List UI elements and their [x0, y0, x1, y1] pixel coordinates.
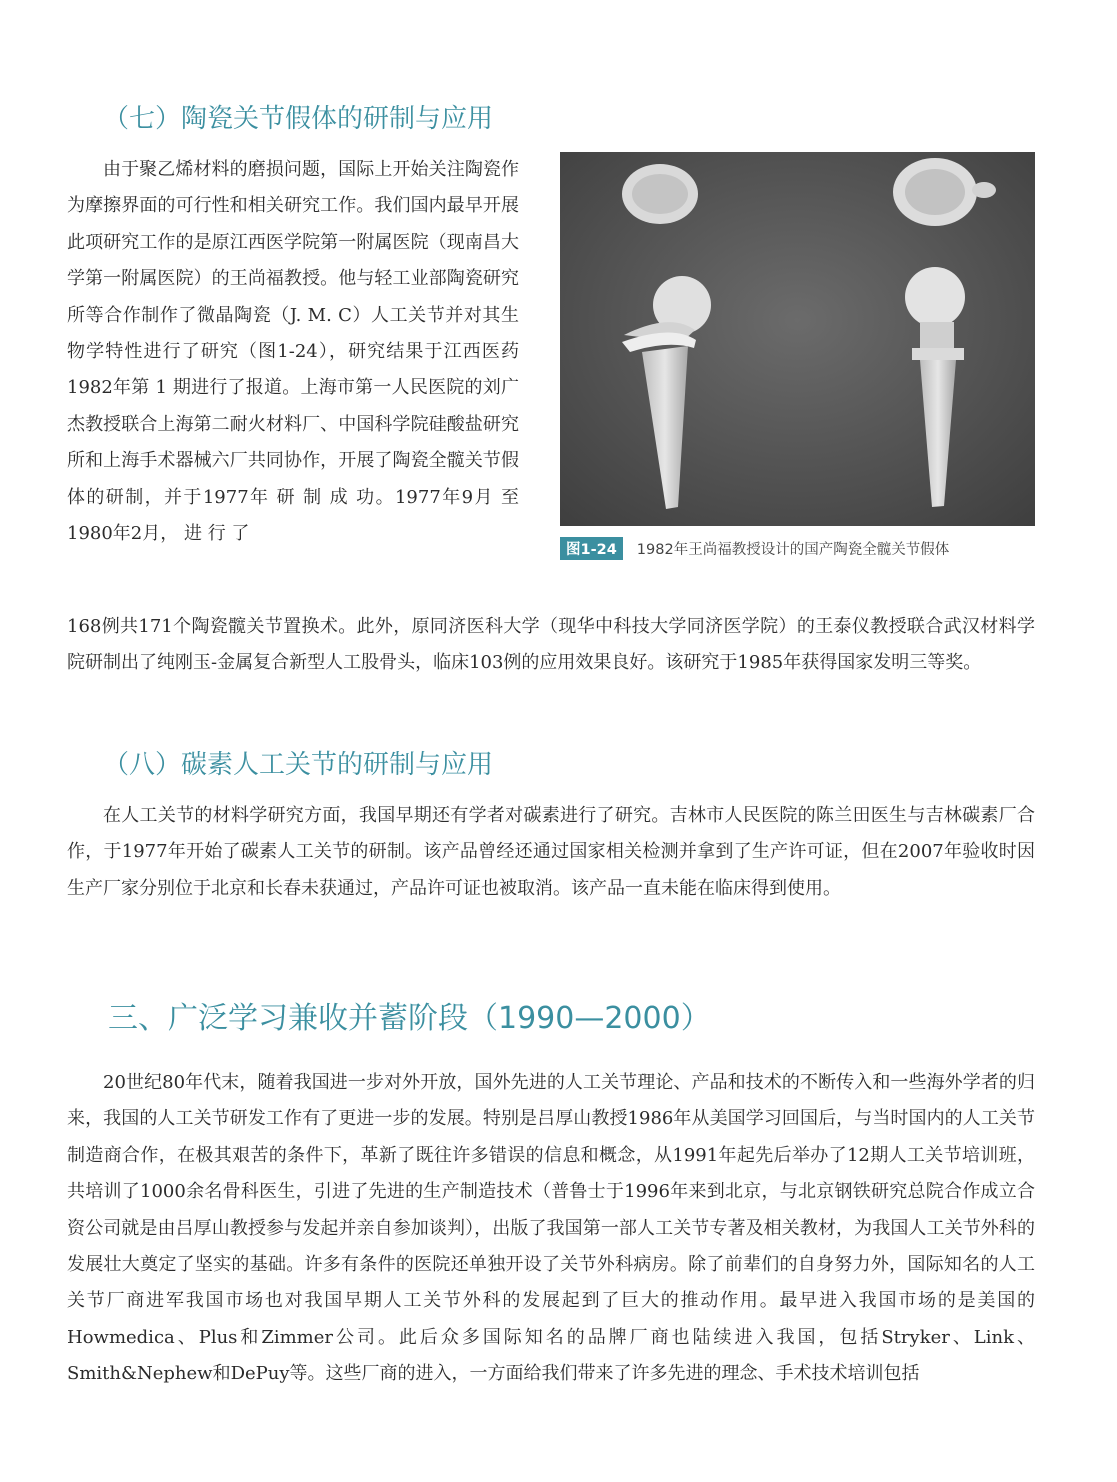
figure-label: 图1-24	[560, 537, 623, 560]
ceramic-hip-prosthesis-photo	[560, 152, 1035, 526]
section-3-paragraph: 20世纪80年代末，随着我国进一步对外开放，国外先进的人工关节理论、产品和技术的不断传入和一些海外学者的归来，我国的人工关节研发工作有了更进一步的发展。特别是吕厚山教授1986年从美国学习回国后，与当时国内的人工关节制造商合作，在极其艰苦的条件下，革新了既往许多错误的信息和概念，从1991年起先后举办了12期人工关节培训班，共培训了1000余名骨科医生，引进了先进的生产制造技术（普鲁士于1996年来到北京，与北京钢铁研究总院合作成立合资公司就是由吕厚山教授参与发起并亲自参加谈判），出版了我国第一部人工关节专著及相关教材，为我国人工关节外科的发展壮大奠定了坚实的基础。许多有条件的医院还单独开设了关节外科病房。除了前辈们的自身努力外，国际知名的人工关节厂商进军我国市场也对我国早期人工关节外科的发展起到了巨大的推动作用。最早进入我国市场的是美国的Howmedica、Plus和Zimmer公司。此后众多国际知名的品牌厂商也陆续进入我国，包括Stryker、Link、Smith&Nephew和DePuy等。这些厂商的进入，一方面给我们带来了许多先进的理念、手术技术培训包括	[67, 1072, 1035, 1385]
section-8-paragraph: 在人工关节的材料学研究方面，我国早期还有学者对碳素进行了研究。吉林市人民医院的陈兰田医生与吉林碳素厂合作，于1977年开始了碳素人工关节的研制。该产品曾经还通过国家相关检测并拿到了生产许可证，但在2007年验收时因生产厂家分别位于北京和长春未获通过，产品许可证也被取消。该产品一直未能在临床得到使用。	[67, 805, 1035, 899]
figure-caption-text: 1982年王尚福教授设计的国产陶瓷全髋关节假体	[636, 542, 950, 558]
section-7-heading: （七）陶瓷关节假体的研制与应用	[103, 104, 494, 134]
figure-1-24	[560, 152, 1035, 526]
section-7-paragraph: 由于聚乙烯材料的磨损问题，国际上开始关注陶瓷作为摩擦界面的可行性和相关研究工作。我们国内最早开展此项研究工作的是原江西医学院第一附属医院（现南昌大学第一附属医院）的王尚福教授。他与轻工业部陶瓷研究所等合作制作了微晶陶瓷（J. M. C）人工关节并对其生物学特性进行了研究（图1-24），研究结果于江西医药1982年第 1 期进行了报道。上海市第一人民医院的刘广杰教授联合上海第二耐火材料厂、中国科学院硅酸盐研究所和上海手术器械六厂共同协作，开展了陶瓷全髋关节假体的研制，并于1977年 研 制 成 功。1977年9月 至1980年2月， 进 行 了	[67, 159, 519, 545]
section-8-heading: （八）碳素人工关节的研制与应用	[103, 750, 494, 780]
section-7-paragraph-continued: 168例共171个陶瓷髋关节置换术。此外，原同济医科大学（现华中科技大学同济医学院）的王泰仪教授联合武汉材料学院研制出了纯刚玉-金属复合新型人工股骨头，临床103例的应用效果良好。该研究于1985年获得国家发明三等奖。	[67, 616, 1035, 674]
section-3-heading: 三、广泛学习兼收并蓄阶段（1990—2000）	[108, 1001, 711, 1036]
figure-caption	[560, 537, 1040, 560]
